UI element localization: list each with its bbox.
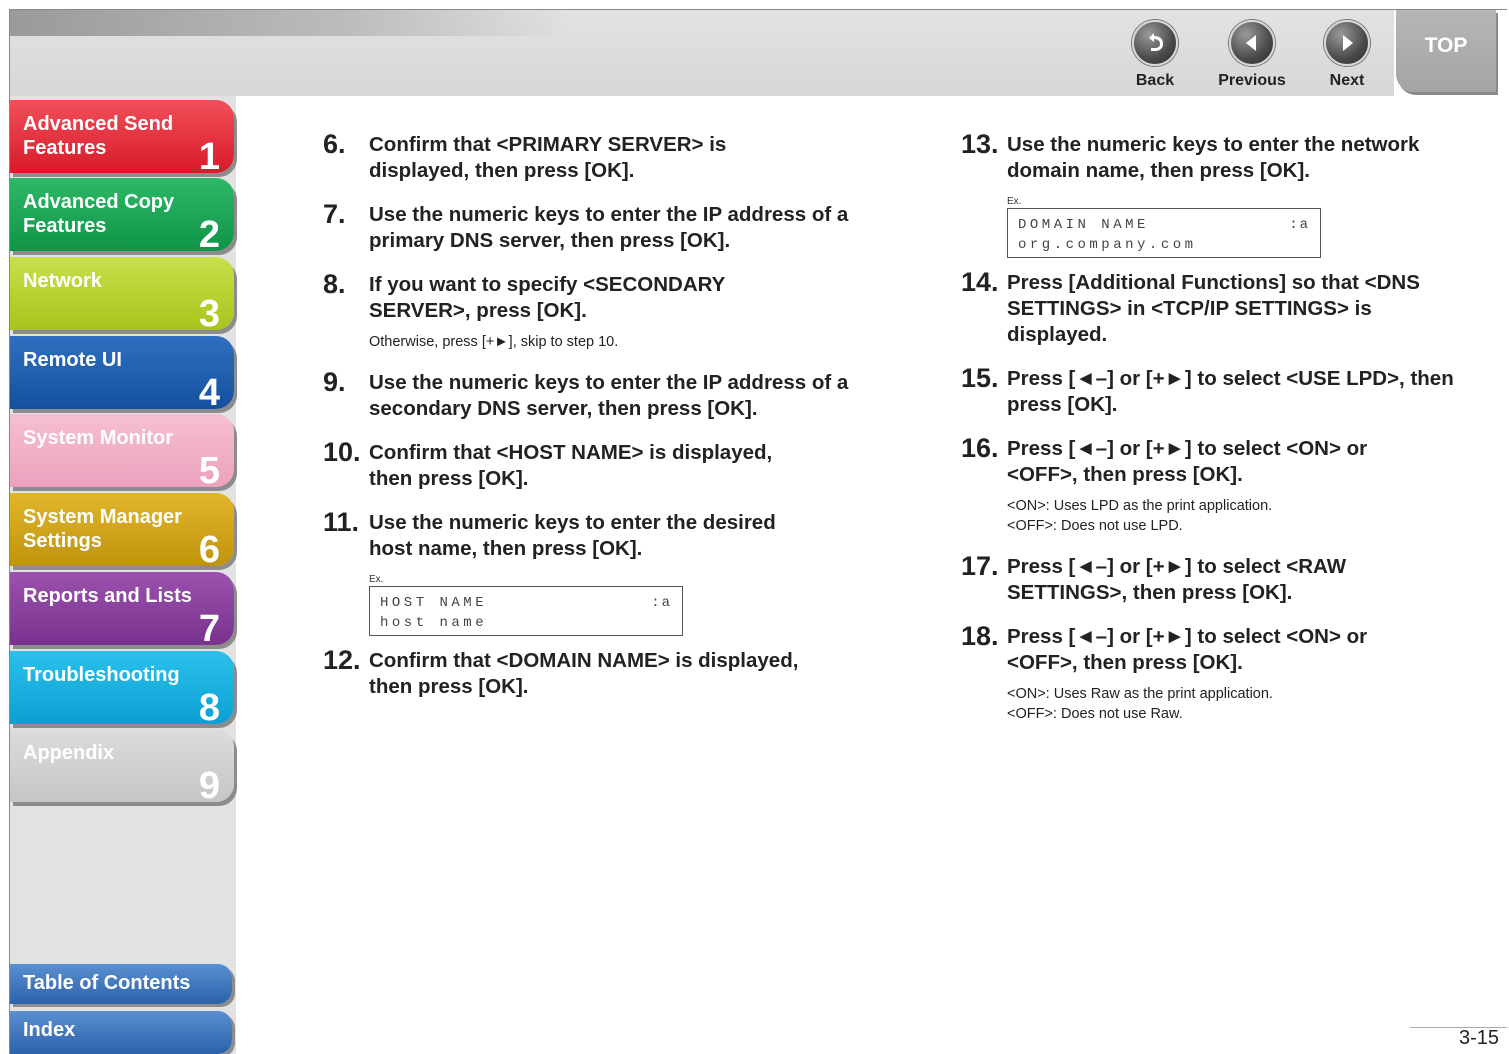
back-label: Back bbox=[1135, 72, 1175, 89]
step-text: Confirm that <PRIMARY SERVER> is displayed, then press [OK]. bbox=[369, 133, 727, 182]
step-text: Press [◄–] or [+►] to select <ON> or <OFF>, then press [OK]. bbox=[1007, 437, 1368, 486]
step-text: Confirm that <DOMAIN NAME> is displayed, then press [OK]. bbox=[369, 649, 799, 698]
lcd-line-1: DOMAIN NAME bbox=[1018, 217, 1149, 233]
step-16 bbox=[961, 433, 1471, 536]
chapter-tab-8[interactable] bbox=[10, 651, 234, 724]
chapter-number: 1 bbox=[198, 136, 220, 173]
chapter-name: Reports and Lists bbox=[23, 585, 192, 607]
step-8 bbox=[323, 269, 863, 352]
step-text: Confirm that <HOST NAME> is displayed, then press [OK]. bbox=[369, 441, 773, 490]
step-number: 10. bbox=[323, 437, 361, 467]
header-stripe bbox=[10, 10, 570, 36]
step-number: 13. bbox=[961, 129, 999, 159]
chapter-name: System Monitor bbox=[23, 427, 174, 449]
step-text: Use the numeric keys to enter the IP address of a primary DNS server, then press [OK]. bbox=[369, 203, 849, 252]
chapter-number: 9 bbox=[198, 765, 220, 802]
step-6 bbox=[323, 129, 863, 184]
step-text: Use the numeric keys to enter the desired host name, then press [OK]. bbox=[369, 511, 776, 560]
lcd-line-2: host name bbox=[380, 615, 488, 631]
content-column-right bbox=[961, 129, 1471, 724]
step-note bbox=[1007, 496, 1471, 536]
step-text: Press [◄–] or [+►] to select <RAW SETTINGS>, then press [OK]. bbox=[1007, 555, 1347, 604]
note-line-on: <ON>: Uses Raw as the print application. bbox=[1007, 686, 1273, 702]
step-text: Press [Additional Functions] so that <DNS SETTINGS> in <TCP/IP SETTINGS> is displayed. bbox=[1007, 271, 1420, 346]
previous-label: Previous bbox=[1218, 72, 1286, 89]
step-11 bbox=[323, 507, 863, 636]
chapter-name: Advanced Copy Features bbox=[23, 191, 175, 237]
back-button[interactable] bbox=[1115, 20, 1195, 90]
chapter-tab-1[interactable] bbox=[10, 100, 234, 173]
step-number: 7. bbox=[323, 199, 346, 229]
chapter-tab-6[interactable] bbox=[10, 493, 234, 566]
step-text: Press [◄–] or [+►] to select <USE LPD>, then press [OK]. bbox=[1007, 367, 1454, 416]
step-number: 18. bbox=[961, 621, 999, 651]
next-button[interactable] bbox=[1307, 20, 1387, 90]
chapter-number: 2 bbox=[198, 214, 220, 251]
chapter-number: 6 bbox=[198, 529, 220, 566]
chapter-number: 4 bbox=[198, 372, 220, 409]
chapter-number: 7 bbox=[198, 608, 220, 645]
next-icon bbox=[1324, 20, 1370, 66]
step-number: 16. bbox=[961, 433, 999, 463]
previous-icon bbox=[1229, 20, 1275, 66]
chapter-tab-2[interactable] bbox=[10, 178, 234, 251]
chapter-number: 3 bbox=[198, 293, 220, 330]
chapter-tab-9[interactable] bbox=[10, 729, 234, 802]
step-13 bbox=[961, 129, 1471, 258]
table-of-contents-button[interactable]: Table of Contents bbox=[10, 964, 232, 1004]
chapter-tab-5[interactable] bbox=[10, 414, 234, 487]
note-line-on: <ON>: Uses LPD as the print application. bbox=[1007, 498, 1273, 514]
example-label: Ex. bbox=[369, 574, 384, 585]
note-line-off: <OFF>: Does not use Raw. bbox=[1007, 706, 1183, 722]
step-number: 12. bbox=[323, 645, 361, 675]
chapter-tab-7[interactable] bbox=[10, 572, 234, 645]
lcd-line-2: org.company.com bbox=[1018, 237, 1197, 253]
step-14 bbox=[961, 267, 1471, 348]
lcd-mode: :a bbox=[1289, 217, 1310, 233]
chapter-name: Troubleshooting bbox=[23, 664, 180, 686]
step-number: 6. bbox=[323, 129, 346, 159]
step-number: 17. bbox=[961, 551, 999, 581]
index-button[interactable]: Index bbox=[10, 1011, 232, 1054]
step-note bbox=[1007, 684, 1471, 724]
chapter-name: Network bbox=[23, 270, 102, 292]
step-text: Use the numeric keys to enter the network domain name, then press [OK]. bbox=[1007, 133, 1420, 182]
chapter-name: Appendix bbox=[23, 742, 115, 764]
step-text: Use the numeric keys to enter the IP address of a secondary DNS server, then press [OK]. bbox=[369, 371, 849, 420]
step-10 bbox=[323, 437, 863, 492]
step-15 bbox=[961, 363, 1471, 418]
step-9 bbox=[323, 367, 863, 422]
chapter-tab-4[interactable] bbox=[10, 336, 234, 409]
lcd-line-1: HOST NAME bbox=[380, 595, 488, 611]
chapter-number: 5 bbox=[198, 450, 220, 487]
step-number: 9. bbox=[323, 367, 346, 397]
content-column-left bbox=[323, 129, 863, 700]
step-text: Press [◄–] or [+►] to select <ON> or <OFF>, then press [OK]. bbox=[1007, 625, 1368, 674]
lcd-display bbox=[1007, 208, 1321, 258]
lcd-mode: :a bbox=[651, 595, 672, 611]
chapter-name: System Manager Settings bbox=[23, 506, 182, 552]
step-12 bbox=[323, 645, 863, 700]
page-number: 3-15 bbox=[1458, 1027, 1499, 1049]
chapter-tab-3[interactable] bbox=[10, 257, 234, 330]
chapter-number: 8 bbox=[198, 687, 220, 724]
lcd-display bbox=[369, 586, 683, 636]
top-button[interactable]: TOP bbox=[1396, 10, 1496, 92]
step-18 bbox=[961, 621, 1471, 724]
step-note: Otherwise, press [+►], skip to step 10. bbox=[369, 334, 619, 350]
chapter-name: Remote UI bbox=[23, 349, 122, 371]
step-number: 14. bbox=[961, 267, 999, 297]
step-number: 11. bbox=[323, 507, 360, 537]
step-text: If you want to specify <SECONDARY SERVER>, press [OK]. bbox=[369, 273, 725, 322]
note-line-off: <OFF>: Does not use LPD. bbox=[1007, 518, 1183, 534]
step-number: 8. bbox=[323, 269, 346, 299]
previous-button[interactable] bbox=[1212, 20, 1292, 90]
chapter-name: Advanced Send Features bbox=[23, 113, 174, 159]
step-17 bbox=[961, 551, 1471, 606]
step-7 bbox=[323, 199, 863, 254]
next-label: Next bbox=[1329, 72, 1365, 89]
back-icon bbox=[1132, 20, 1178, 66]
example-label: Ex. bbox=[1007, 196, 1022, 207]
step-number: 15. bbox=[961, 363, 999, 393]
